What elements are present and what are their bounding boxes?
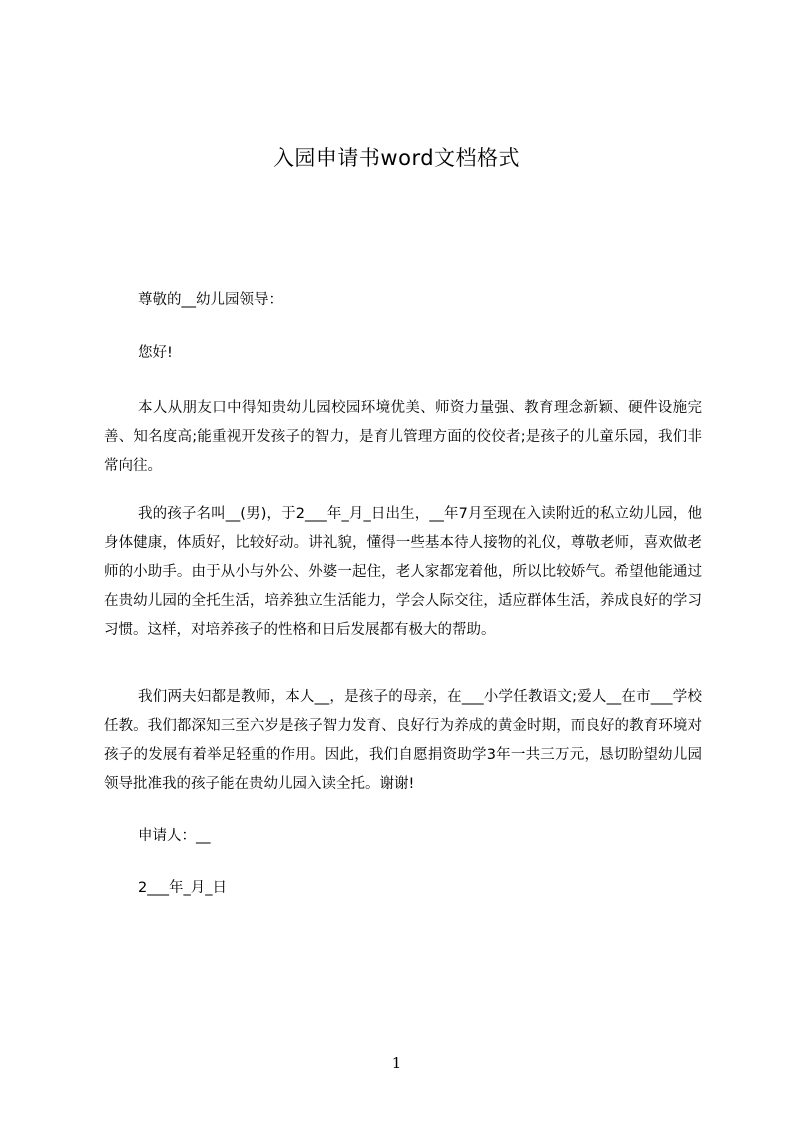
paragraph-child-info: 我的孩子名叫__(男)，于2___年_月_日出生，__年7月至现在入读附近的私立幼儿园，他身体健康，体质好，比较好动。讲礼貌，懂得一些基本待人接物的礼仪，尊敬老师，喜欢做老师的小助手。由于从小与外公、外婆一起住，老人家都宠着他，所以比较娇气。希望他能通过在贵幼儿园的全托生活，培养独立生活能力，学会人际交往，适应群体生活，养成良好的学习习惯。这样，对培养孩子的性格和日后发展都有极大的帮助。 [104, 506, 702, 638]
paragraph-intro: 本人从朋友口中得知贵幼儿园校园环境优美、师资力量强、教育理念新颖、硬件设施完善、知名度高;能重视开发孩子的智力，是育儿管理方面的佼佼者;是孩子的儿童乐园，我们非常向往。 [104, 400, 702, 474]
salutation: 尊敬的__幼儿园领导： [138, 292, 283, 308]
application-date: 2___年_月_日 [138, 880, 227, 896]
document-title: 入园申请书word文档格式 [272, 146, 521, 170]
paragraph-parents-info: 我们两夫妇都是教师，本人__，是孩子的母亲，在___小学任教语文;爱人__在市___学校任教。我们都深知三至六岁是孩子智力发育、良好行为养成的黄金时期，而良好的教育环境对孩子的发展有着举足轻重的作用。因此，我们自愿捐资助学3年一共三万元，恳切盼望幼儿园领导批准我的孩子能在贵幼儿园入读全托。谢谢! [104, 689, 702, 792]
applicant-signature: 申请人：__ [138, 828, 211, 844]
greeting: 您好! [138, 345, 173, 361]
page-number: 1 [391, 1054, 402, 1072]
